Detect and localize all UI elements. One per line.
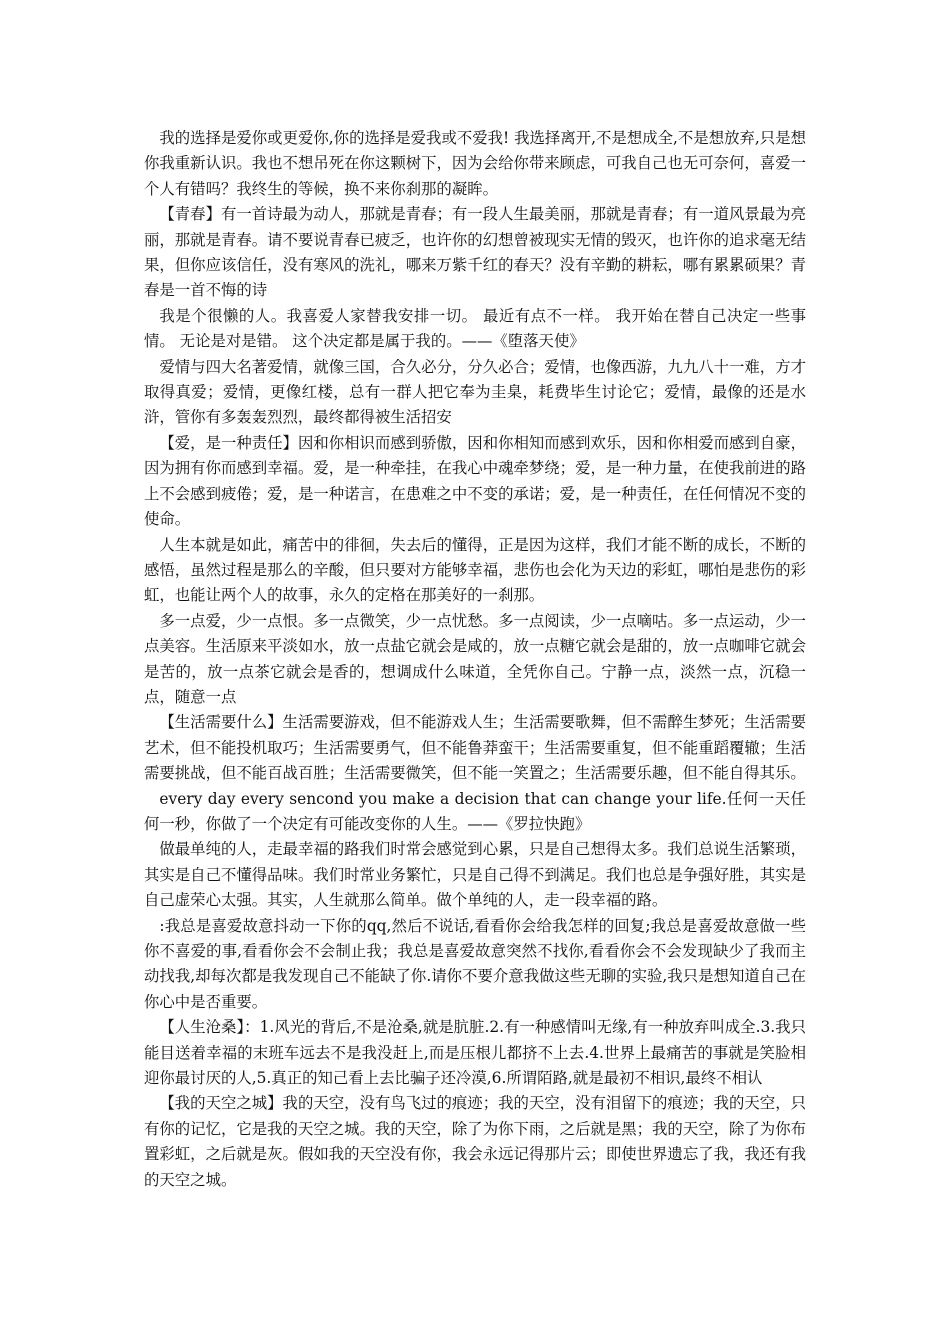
paragraph-simple-person: 做最单纯的人，走最幸福的路我们时常会感觉到心累，只是自己想得太多。我们总说生活繁琐，其实是自己不懂得品味。我们时常业务繁忙，只是自己得不到满足。我们也总是争强好胜，其实是自己虚荣心太强。其实，人生就那么简单。做个单纯的人，走一段幸福的路。: [144, 840, 806, 910]
document-body: [144, 126, 806, 1193]
paragraph-life-needs: 【生活需要什么】生活需要游戏，但不能游戏人生；生活需要歌舞，但不需醉生梦死；生活需要艺术，但不能投机取巧；生活需要勇气，但不能鲁莽蛮干；生活需要重复，但不能重蹈覆辙；生活需要挑战，但不能百战百胜；生活需要微笑，但不能一笑置之；生活需要乐趣，但不能自得其乐。: [144, 713, 806, 783]
paragraph-run-lola-run: every day every sencond you make a decision that can change your life.任何一天任何一秒，你做了一个决定有可能改变你的人生。——《罗拉快跑》: [144, 789, 806, 833]
paragraph-fallen-angels: 我是个很懒的人。我喜爱人家替我安排一切。 最近有点不一样。 我开始在替自己决定一些事情。 无论是对是错。 这个决定都是属于我的。——《堕落天使》: [144, 306, 806, 351]
paragraph-love-classics: 爱情与四大名著爱情，就像三国，合久必分，分久必合；爱情，也像西游，九九八十一难，方才取得真爱；爱情，更像红楼，总有一群人把它奉为圭臬，耗费毕生讨论它；爱情，最像的还是水浒，管你有多轰轰烈烈，最终都得被生活招安: [144, 357, 806, 427]
paragraph-sky-castle: 【我的天空之城】我的天空，没有鸟飞过的痕迹；我的天空，没有泪留下的痕迹；我的天空，只有你的记忆，它是我的天空之城。我的天空，除了为你下雨，之后就是黑；我的天空，除了为你布置彩虹，之后就是灰。假如我的天空没有你，我会永远记得那片云；即使世界遗忘了我，我还有我的天空之城。: [144, 1094, 806, 1189]
paragraph-love-responsibility: 【爱，是一种责任】因和你相识而感到骄傲，因和你相知而感到欢乐，因和你相爱而感到自豪，因为拥有你而感到幸福。爱，是一种牵挂，在我心中魂牵梦绕；爱，是一种力量，在使我前进的路上不会感到疲倦；爱，是一种诺言，在患难之中不变的承诺；爱，是一种责任，在任何情况不变的使命。: [144, 433, 806, 529]
paragraph-life-vicissitudes: 【人生沧桑】：1.风光的背后,不是沧桑,就是肮脏.2.有一种感情叫无缘,有一种放弃叫成全.3.我只能目送着幸福的末班车远去不是我没赶上,而是压根儿都挤不上去.4.世界上最痛苦的事就是笑脸相迎你最讨厌的人,5.真正的知己看上去比骗子还冷漠,6.所谓陌路,就是最初不相识,最终不相认: [144, 1018, 806, 1088]
paragraph-life-growth: 人生本就是如此，痛苦中的徘徊，失去后的懂得，正是因为这样，我们才能不断的成长，不断的感悟，虽然过程是那么的辛酸，但只要对方能够幸福，悲伤也会化为天边的彩虹，哪怕是悲伤的彩虹，也能让两个人的故事，永久的定格在那美好的一刹那。: [144, 535, 806, 605]
paragraph-more-less: 多一点爱，少一点恨。多一点微笑，少一点忧愁。多一点阅读，少一点嘀咕。多一点运动，少一点美容。生活原来平淡如水，放一点盐它就会是咸的，放一点糖它就会是甜的，放一点咖啡它就会是苦的，放一点茶它就会是香的，想调成什么味道，全凭你自己。宁静一点，淡然一点，沉稳一点，随意一点: [144, 611, 806, 706]
paragraph-youth: 【青春】有一首诗最为动人，那就是青春；有一段人生最美丽，那就是青春；有一道风景最为亮丽，那就是青春。请不要说青春已疲乏，也许你的幻想曾被现实无情的毁灭，也许你的追求毫无结果，但你应该信任，没有寒风的洗礼，哪来万紫千红的春天？没有辛勤的耕耘，哪有累累硕果？青春是一首不悔的诗: [144, 205, 806, 300]
paragraph-qq-shake: :我总是喜爱故意抖动一下你的qq,然后不说话,看看你会给我怎样的回复;我总是喜爱故意做一些你不喜爱的事,看看你会不会制止我；我总是喜爱故意突然不找你,看看你会不会发现缺少了我而主动找我,却每次都是我发现自己不能缺了你.请你不要介意我做这些无聊的实验,我只是想知道自己在你心中是否重要。: [144, 916, 806, 1011]
paragraph-choice: 我的选择是爱你或更爱你,你的选择是爱我或不爱我! 我选择离开,不是想成全,不是想放弃,只是想你我重新认识。我也不想吊死在你这颗树下，因为会给你带来顾虑，可我自己也无可奈何，喜爱一个人有错吗？我终生的等候，换不来你刹那的凝眸。: [144, 129, 806, 198]
